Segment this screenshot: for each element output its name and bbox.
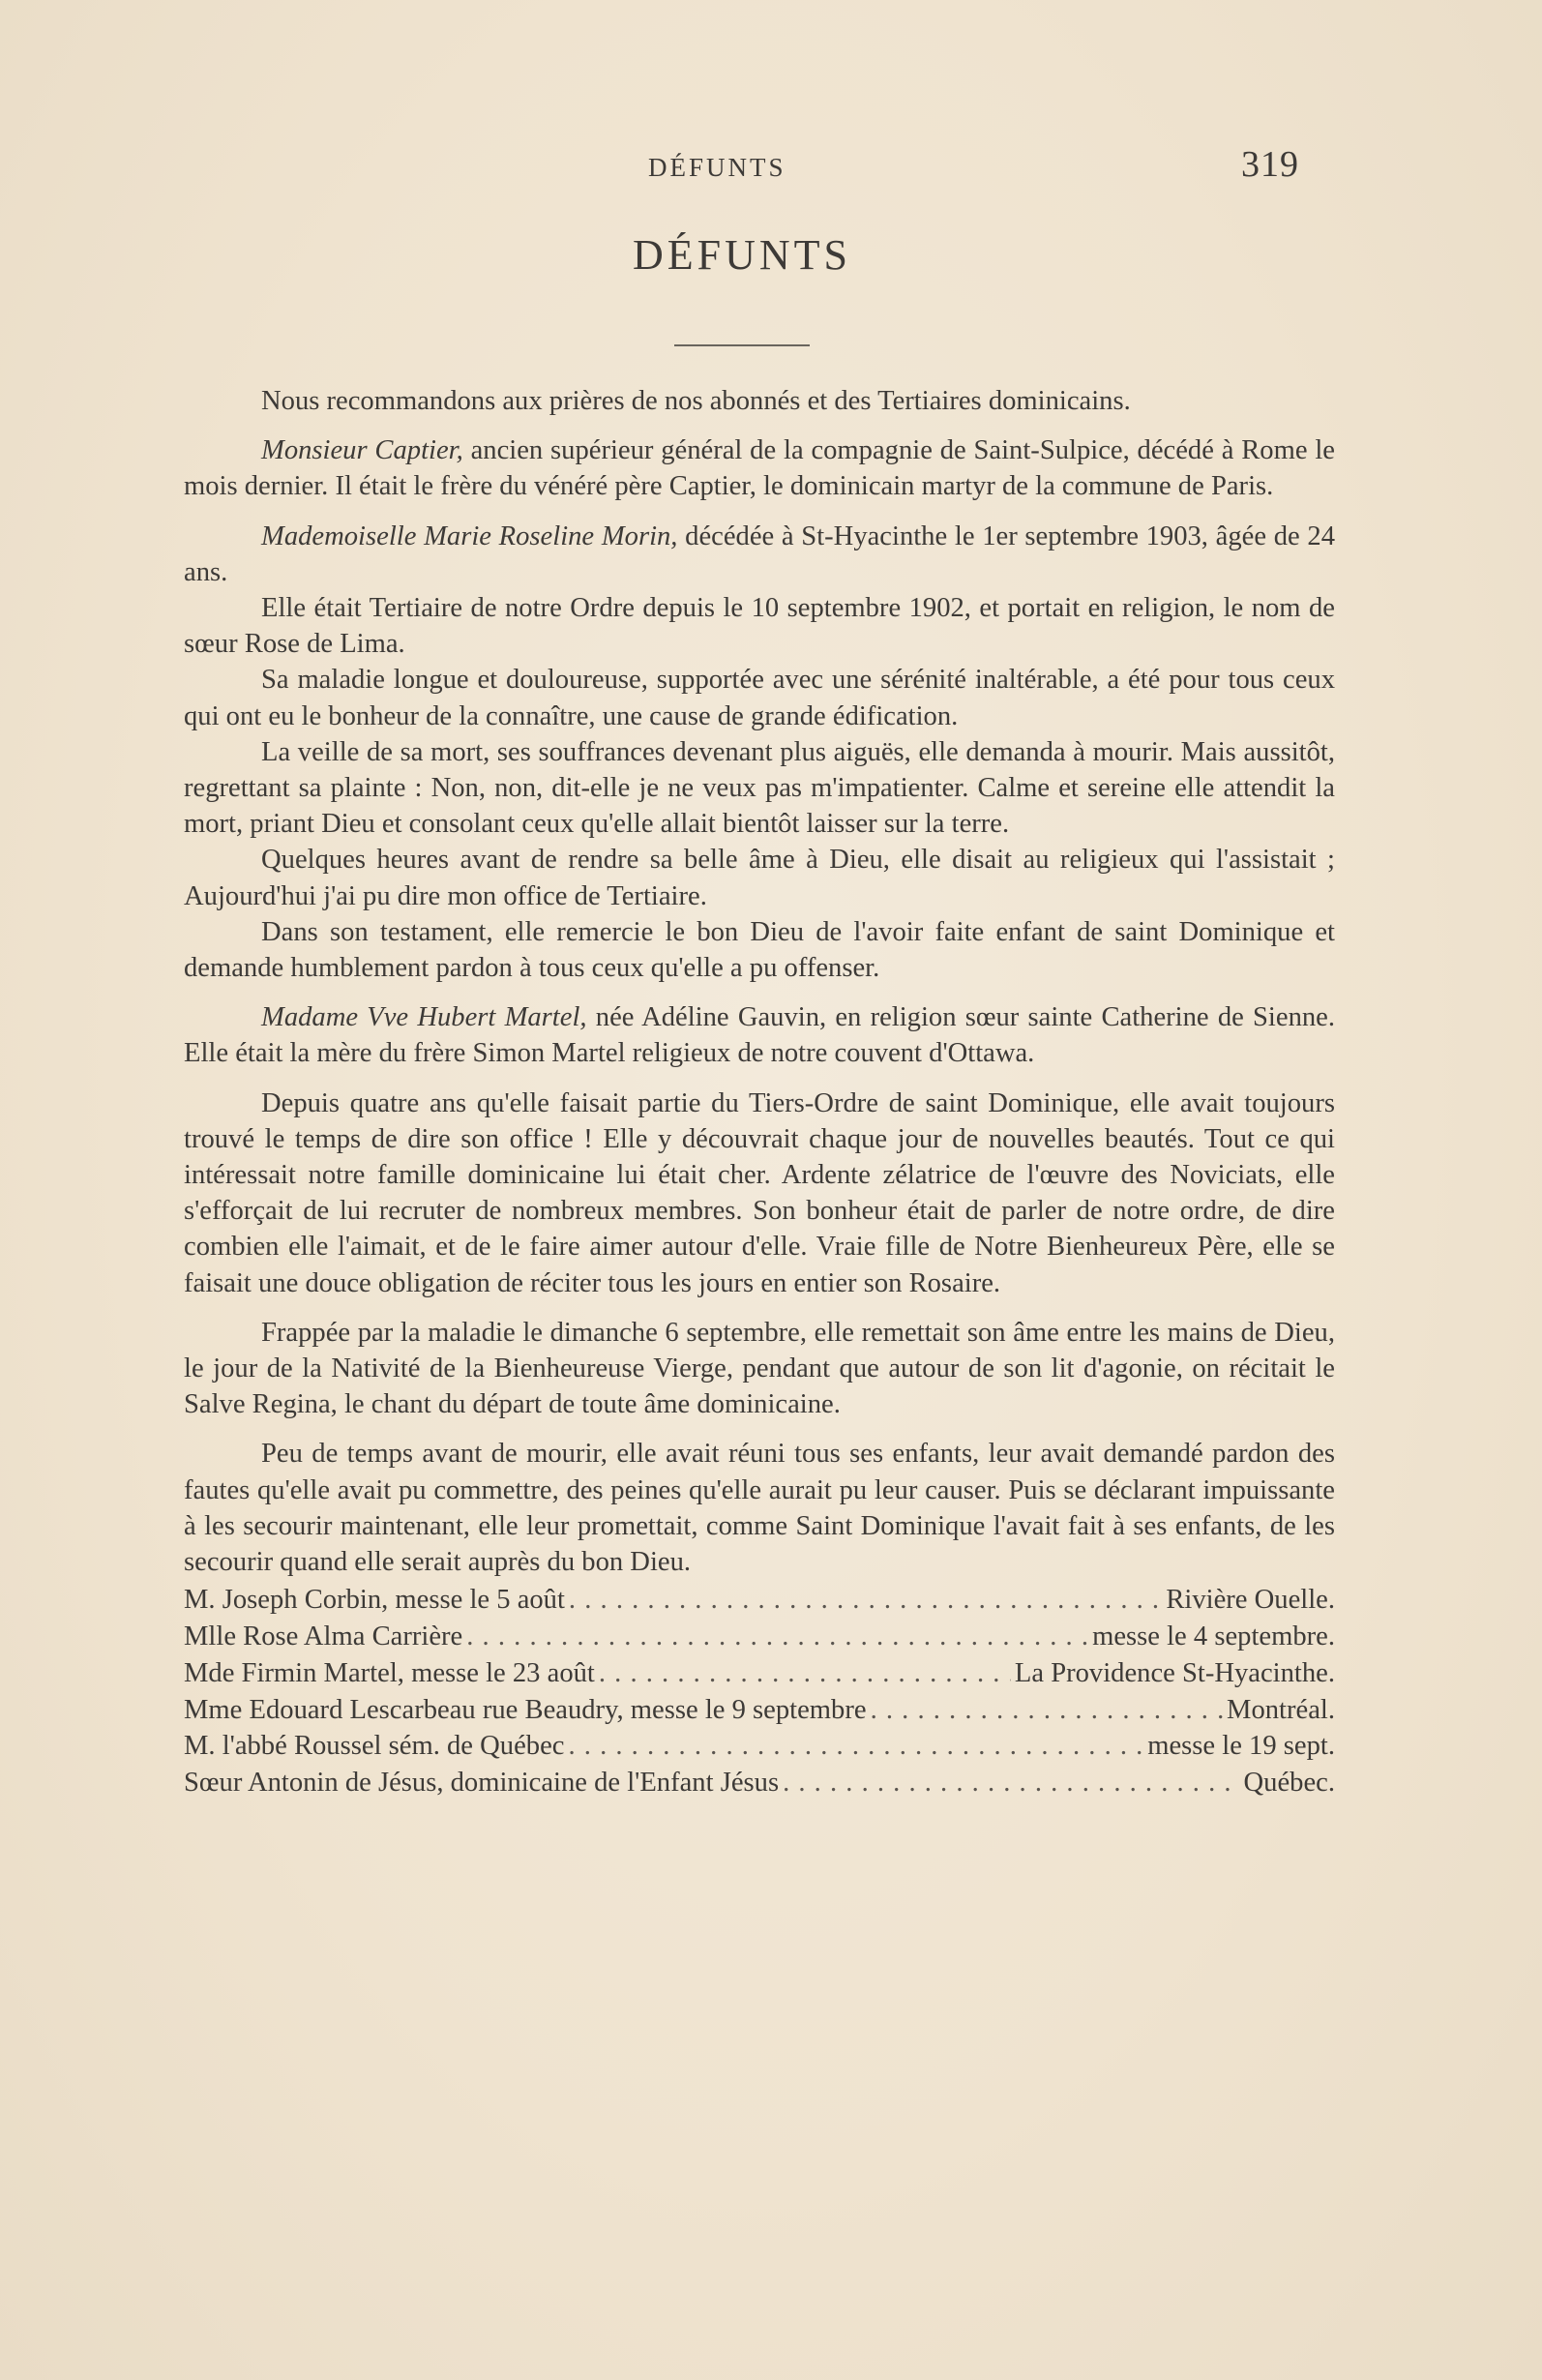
page-title: DÉFUNTS — [632, 231, 852, 279]
obituary-captier: Monsieur Captier, ancien supérieur général de la compagnie de Saint-Sulpice, décédé à Rome le mois dernier. Il était le frère du vénéré père Captier, le dominicain martyr de la commune de Paris. — [184, 435, 1335, 502]
running-head: DÉFUNTS — [648, 153, 786, 182]
mass-list — [184, 1582, 1335, 1801]
list-item: Mme Edouard Lescarbeau rue Beaudry, messe le 9 septembre . . . Montréal. — [184, 1692, 1335, 1729]
list-item: Sœur Antonin de Jésus, dominicaine de l'Enfant Jésus . . . Québec. — [184, 1765, 1335, 1801]
list-item: Mde Firmin Martel, messe le 23 août . . . La Providence St-Hyacinthe. — [184, 1655, 1335, 1692]
intro-paragraph: Nous recommandons aux prières de nos abonnés et des Tertiaires dominicains. — [261, 386, 1131, 416]
paragraph: Peu de temps avant de mourir, elle avait réuni tous ses enfants, leur avait demandé pardon des fautes qu'elle avait pu commettre, des peines qu'elle aurait pu leur causer. Puis se déclarant impuissante à les secourir maintenant, elle leur promettait, comme Saint Dominique l'avait fait à ses enfants, de les secourir quand elle serait auprès du bon Dieu. — [184, 1439, 1335, 1578]
paragraph: Quelques heures avant de rendre sa belle âme à Dieu, elle disait au religieux qui l'assistait ; Aujourd'hui j'ai pu dire mon office de Tertiaire. — [184, 845, 1335, 911]
paragraph: Sa maladie longue et douloureuse, supportée avec une sérénité inaltérable, a été pour tous ceux qui ont eu le bonheur de la connaître, une cause de grande édification. — [184, 665, 1335, 731]
paragraph: Dans son testament, elle remercie le bon Dieu de l'avoir faite enfant de saint Dominique et demande humblement pardon à tous ceux qu'elle a pu offenser. — [184, 916, 1335, 984]
list-item: M. l'abbé Roussel sém. de Québec . . . messe le 19 sept. — [184, 1728, 1335, 1765]
paragraph: Depuis quatre ans qu'elle faisait partie du Tiers-Ordre de saint Dominique, elle avait toujours trouvé le temps de dire son office ! Elle y découvrait chaque jour de nouvelles beautés. Tout ce qui intéressait notre famille dominicaine lui était cher. Ardente zélatrice de l'œuvre des Noviciats, elle s'efforçait de lui recruter de nombreux membres. Son bonheur était de parler de notre ordre, de dire combien elle l'aimait, et de le faire aimer autour d'elle. Vraie fille de Notre Bienheureux Père, elle se faisait une douce obligation de réciter tous les jours en entier son Rosaire. — [184, 1087, 1335, 1298]
person-name: Mademoiselle Marie Roseline Morin, — [261, 521, 678, 551]
list-item: Mlle Rose Alma Carrière . . . messe le 4 septembre. — [184, 1619, 1335, 1655]
person-name: Monsieur Captier, — [261, 435, 463, 466]
obituary-martel: Madame Vve Hubert Martel, née Adéline Gauvin, en religion sœur sainte Catherine de Sienne. Elle était la mère du frère Simon Martel religieux de notre couvent d'Ottawa. — [184, 1002, 1336, 1069]
page-number: 319 — [1241, 144, 1299, 185]
obituary-morin: Mademoiselle Marie Roseline Morin, décédée à St-Hyacinthe le 1er septembre 1903, âgée de 24 ans. — [184, 521, 1335, 587]
list-item: M. Joseph Corbin, messe le 5 août . . . Rivière Ouelle. — [184, 1582, 1335, 1619]
paragraph: Frappée par la maladie le dimanche 6 septembre, elle remettait son âme entre les mains de Dieu, le jour de la Nativité de la Bienheureuse Vierge, pendant que autour de son lit d'agonie, on récitait le Salve Regina, le chant du départ de toute âme dominicaine. — [184, 1317, 1335, 1420]
title-rule — [674, 344, 810, 346]
person-name: Madame Vve Hubert Martel, — [261, 1002, 587, 1033]
paragraph: Elle était Tertiaire de notre Ordre depuis le 10 septembre 1902, et portait en religion, le nom de sœur Rose de Lima. — [184, 593, 1335, 660]
paragraph: La veille de sa mort, ses souffrances devenant plus aiguës, elle demanda à mourir. Mais aussitôt, regrettant sa plainte : Non, non, dit-elle je ne veux pas m'impatienter. Calme et sereine elle attendit la mort, priant Dieu et consolant ceux qu'elle allait bientôt laisser sur la terre. — [184, 736, 1335, 840]
article-body — [184, 383, 1335, 1801]
